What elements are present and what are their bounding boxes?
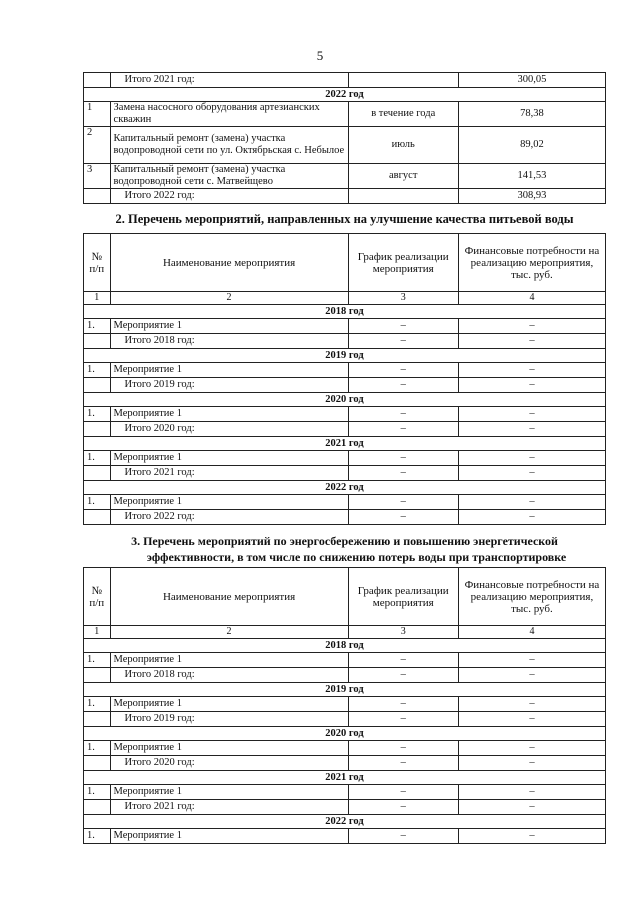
energy-saving-table: [83, 567, 606, 844]
row-number: 1.: [84, 741, 111, 756]
row-name: Мероприятие 1: [110, 829, 348, 844]
total-row: [84, 334, 606, 349]
table-row: [84, 829, 606, 844]
section-3-title-line1: 3. Перечень мероприятий по энергосбережению и повышению энергетической: [131, 534, 558, 548]
row-number: 1.: [84, 319, 111, 334]
table-row: [84, 785, 606, 800]
colnum: 2: [110, 626, 348, 639]
year-row: [84, 639, 606, 653]
row-amount: –: [458, 785, 605, 800]
row-number: 1.: [84, 829, 111, 844]
row-amount: –: [458, 741, 605, 756]
table-row: [84, 451, 606, 466]
row-schedule: –: [348, 653, 458, 668]
row-name: Мероприятие 1: [110, 697, 348, 712]
row-number: 2: [84, 127, 111, 164]
row-amount: 78,38: [458, 102, 605, 127]
row-number: 1.: [84, 407, 111, 422]
header-schedule: График реализации мероприятия: [348, 234, 458, 292]
total-label: Итого 2022 год:: [110, 510, 348, 525]
total-schedule: –: [348, 668, 458, 683]
header-finance: Финансовые потребности на реализацию мероприятия, тыс. руб.: [458, 568, 605, 626]
section-3-title-line2: эффективности, в том числе по снижению потерь воды при транспортировке: [146, 550, 567, 564]
table-header: [84, 568, 606, 626]
total-schedule: –: [348, 466, 458, 481]
year-label: 2020 год: [84, 393, 606, 407]
row-schedule: –: [348, 451, 458, 466]
total-label: Итого 2021 год:: [110, 800, 348, 815]
row-amount: –: [458, 363, 605, 378]
investment-table-continuation: [83, 72, 606, 204]
row-amount: 89,02: [458, 127, 605, 164]
year-label: 2019 год: [84, 349, 606, 363]
year-row: [84, 393, 606, 407]
colnum: 3: [348, 292, 458, 305]
year-label: 2022 год: [84, 481, 606, 495]
total-amount: –: [458, 800, 605, 815]
total-amount: –: [458, 334, 605, 349]
row-schedule: –: [348, 363, 458, 378]
row-name: Мероприятие 1: [110, 363, 348, 378]
row-name: Мероприятие 1: [110, 741, 348, 756]
row-schedule: июль: [348, 127, 458, 164]
colnum: 1: [84, 292, 111, 305]
row-schedule: –: [348, 697, 458, 712]
row-amount: –: [458, 653, 605, 668]
row-schedule: август: [348, 164, 458, 189]
row-name: Капитальный ремонт (замена) участка водопроводной сети с. Матвейщево: [110, 164, 348, 189]
section-2-title: 2. Перечень мероприятий, направленных на улучшение качества питьевой воды: [115, 212, 574, 226]
header-number: № п/п: [84, 568, 111, 626]
table-header: [84, 234, 606, 292]
row-name: Замена насосного оборудования артезианских скважин: [110, 102, 348, 127]
year-label: 2021 год: [84, 771, 606, 785]
total-amount: –: [458, 668, 605, 683]
year-row: [84, 437, 606, 451]
year-row: [84, 683, 606, 697]
year-label: 2022 год: [84, 815, 606, 829]
row-schedule: в течение года: [348, 102, 458, 127]
row-name: Мероприятие 1: [110, 451, 348, 466]
header-name: Наименование мероприятия: [110, 234, 348, 292]
year-label: 2020 год: [84, 727, 606, 741]
year-row: [84, 815, 606, 829]
table-row: [84, 697, 606, 712]
row-schedule: –: [348, 741, 458, 756]
total-amount: –: [458, 466, 605, 481]
row-name: Мероприятие 1: [110, 495, 348, 510]
total-row: [84, 756, 606, 771]
table-row: [84, 319, 606, 334]
total-schedule: –: [348, 712, 458, 727]
year-label: 2018 год: [84, 639, 606, 653]
row-name: Мероприятие 1: [110, 319, 348, 334]
table-row: [84, 407, 606, 422]
row-amount: –: [458, 407, 605, 422]
total-label: Итого 2019 год:: [110, 378, 348, 393]
row-amount: –: [458, 495, 605, 510]
year-row: [84, 349, 606, 363]
table-row: [84, 164, 606, 189]
total-schedule: –: [348, 756, 458, 771]
header-number: № п/п: [84, 234, 111, 292]
row-schedule: –: [348, 785, 458, 800]
row-number: 1.: [84, 785, 111, 800]
header-schedule: График реализации мероприятия: [348, 568, 458, 626]
column-number-row: [84, 292, 606, 305]
table-row: [84, 127, 606, 164]
total-amount: –: [458, 756, 605, 771]
row-name: Капитальный ремонт (замена) участка водопроводной сети по ул. Октябрьская с. Небылое: [110, 127, 348, 164]
year-row: [84, 88, 606, 102]
total-schedule: –: [348, 800, 458, 815]
colnum: 3: [348, 626, 458, 639]
table-row: [84, 495, 606, 510]
year-label: 2021 год: [84, 437, 606, 451]
row-number: 1.: [84, 363, 111, 378]
total-2021-row: [84, 73, 606, 88]
year-row: [84, 481, 606, 495]
row-amount: 141,53: [458, 164, 605, 189]
year-label: 2019 год: [84, 683, 606, 697]
table-row: [84, 653, 606, 668]
total-label: Итого 2020 год:: [110, 756, 348, 771]
row-number: 3: [84, 164, 111, 189]
total-row: [84, 800, 606, 815]
total-amount: –: [458, 510, 605, 525]
row-schedule: –: [348, 407, 458, 422]
row-name: Мероприятие 1: [110, 653, 348, 668]
table-row: [84, 102, 606, 127]
row-schedule: –: [348, 319, 458, 334]
year-label: 2022 год: [84, 88, 606, 102]
row-number: 1.: [84, 697, 111, 712]
table-row: [84, 363, 606, 378]
row-number: 1.: [84, 451, 111, 466]
colnum: 1: [84, 626, 111, 639]
year-row: [84, 771, 606, 785]
total-label: Итого 2018 год:: [110, 334, 348, 349]
total-label: Итого 2021 год:: [110, 73, 348, 88]
total-label: Итого 2022 год:: [110, 189, 348, 204]
total-value: 300,05: [458, 73, 605, 88]
row-schedule: –: [348, 495, 458, 510]
total-value: 308,93: [458, 189, 605, 204]
row-name: Мероприятие 1: [110, 407, 348, 422]
colnum: 4: [458, 292, 605, 305]
total-label: Итого 2021 год:: [110, 466, 348, 481]
section-3-title: [83, 533, 606, 565]
row-number: 1.: [84, 653, 111, 668]
row-number: 1: [84, 102, 111, 127]
total-label: Итого 2020 год:: [110, 422, 348, 437]
total-2022-row: [84, 189, 606, 204]
row-amount: –: [458, 451, 605, 466]
colnum: 4: [458, 626, 605, 639]
total-row: [84, 510, 606, 525]
total-amount: –: [458, 422, 605, 437]
year-row: [84, 727, 606, 741]
total-row: [84, 466, 606, 481]
total-row: [84, 378, 606, 393]
total-row: [84, 668, 606, 683]
total-schedule: –: [348, 422, 458, 437]
total-schedule: –: [348, 378, 458, 393]
row-name: Мероприятие 1: [110, 785, 348, 800]
row-number: 1.: [84, 495, 111, 510]
colnum: 2: [110, 292, 348, 305]
total-label: Итого 2019 год:: [110, 712, 348, 727]
total-label: Итого 2018 год:: [110, 668, 348, 683]
column-number-row: [84, 626, 606, 639]
row-schedule: –: [348, 829, 458, 844]
year-row: [84, 305, 606, 319]
header-name: Наименование мероприятия: [110, 568, 348, 626]
row-amount: –: [458, 319, 605, 334]
page-number: 5: [316, 48, 324, 63]
water-quality-table: [83, 233, 606, 525]
total-schedule: –: [348, 510, 458, 525]
total-amount: –: [458, 712, 605, 727]
total-row: [84, 712, 606, 727]
total-schedule: –: [348, 334, 458, 349]
total-amount: –: [458, 378, 605, 393]
table-row: [84, 741, 606, 756]
row-amount: –: [458, 829, 605, 844]
row-amount: –: [458, 697, 605, 712]
header-finance: Финансовые потребности на реализацию мероприятия, тыс. руб.: [458, 234, 605, 292]
total-row: [84, 422, 606, 437]
year-label: 2018 год: [84, 305, 606, 319]
